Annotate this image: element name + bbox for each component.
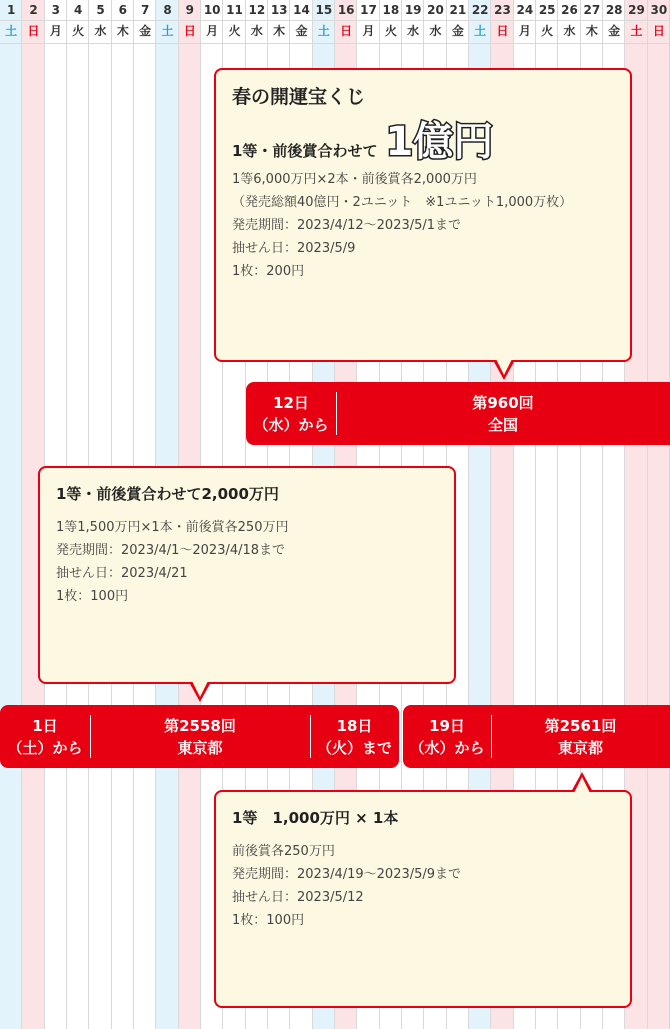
weekday-label: 日	[183, 24, 196, 38]
weekday-label: 月	[206, 24, 219, 38]
weekday-label: 月	[49, 24, 62, 38]
day-number: 25	[538, 3, 556, 17]
tokyo-2561-detail-line: 抽せん日：2023/5/12	[232, 890, 364, 905]
calendar-day-header	[625, 0, 647, 42]
day-number: 28	[605, 3, 623, 17]
day-number: 1	[6, 3, 16, 17]
tokyo-2561-start-weekday: （水）から	[409, 738, 485, 757]
weekday-label: 水	[407, 24, 420, 38]
weekday-label: 水	[250, 24, 263, 38]
weekday-label: 日	[27, 24, 40, 38]
spring-start-weekday: （水）から	[253, 415, 329, 434]
calendar-day-header	[45, 0, 67, 42]
day-number: 8	[163, 3, 172, 17]
weekday-label: 金	[451, 24, 464, 38]
weekday-label: 木	[116, 24, 129, 38]
day-number: 29	[628, 3, 645, 17]
spring-headline-prefix: 1等・前後賞合わせて	[232, 142, 378, 160]
weekday-label: 土	[5, 24, 18, 38]
calendar-day-header	[514, 0, 536, 42]
weekday-label: 火	[541, 24, 554, 38]
day-number: 9	[185, 3, 194, 17]
day-number: 30	[650, 3, 668, 17]
day-number: 3	[51, 3, 60, 17]
tokyo-2558-bar-round	[90, 705, 310, 768]
weekday-label: 金	[608, 24, 621, 38]
day-number: 18	[382, 3, 400, 17]
calendar-column	[648, 0, 670, 1029]
tokyo-2561-detail-line: 前後賞各250万円	[232, 844, 335, 859]
calendar-day-header	[89, 0, 111, 42]
day-number: 21	[449, 3, 467, 17]
day-number: 11	[226, 3, 243, 17]
calendar-day-header	[0, 0, 22, 42]
tokyo-2558-round-number: 第2558回	[164, 716, 236, 735]
tokyo-2558-start-weekday: （土）から	[7, 738, 83, 757]
spring-detail-line: 1枚：200円	[232, 264, 305, 279]
calendar-day-header	[268, 0, 290, 42]
weekday-label: 水	[94, 24, 107, 38]
day-number: 24	[516, 3, 534, 17]
header-divider	[0, 43, 670, 44]
weekday-label: 水	[429, 24, 442, 38]
spring-detail-line: 1等6,000万円×2本・前後賞各2,000万円	[232, 172, 477, 187]
calendar-day-header	[357, 0, 379, 42]
calendar-day-header	[491, 0, 513, 42]
day-number: 2	[29, 3, 38, 17]
tokyo-2558-info	[38, 466, 456, 684]
weekday-label: 土	[630, 24, 643, 38]
weekday-label: 木	[585, 24, 598, 38]
tokyo-2561-bar[interactable]	[403, 705, 670, 768]
tokyo-2558-end-weekday: （火）まで	[316, 738, 392, 757]
weekday-label: 土	[474, 24, 487, 38]
spring-lottery-title: 春の開運宝くじ	[232, 86, 366, 108]
day-number: 20	[427, 3, 444, 17]
calendar-day-header	[134, 0, 156, 42]
weekday-label: 火	[384, 24, 397, 38]
tokyo-2561-bubble-tail-inner	[574, 777, 590, 793]
calendar-day-header	[290, 0, 312, 42]
spring-lottery-info	[214, 68, 632, 362]
calendar-day-header	[447, 0, 469, 42]
weekday-label: 火	[228, 24, 241, 38]
calendar-day-header	[536, 0, 558, 42]
calendar-day-header	[156, 0, 178, 42]
spring-bar-round	[336, 382, 670, 445]
header-divider	[0, 20, 670, 21]
spring-area: 全国	[487, 415, 518, 434]
tokyo-2561-bar-start	[403, 705, 491, 768]
day-number: 13	[270, 3, 288, 17]
tokyo-2558-detail-line: 抽せん日：2023/4/21	[56, 566, 188, 581]
weekday-label: 日	[340, 24, 353, 38]
calendar-day-header	[648, 0, 670, 42]
weekday-label: 日	[496, 24, 509, 38]
day-number: 4	[73, 3, 83, 17]
tokyo-2561-detail-line: 1枚：100円	[232, 913, 305, 928]
day-number: 5	[96, 3, 105, 17]
day-number: 19	[404, 3, 422, 17]
calendar-column	[0, 0, 22, 1029]
day-number: 27	[583, 3, 601, 17]
tokyo-2558-bar-start	[0, 705, 90, 768]
weekday-label: 木	[273, 24, 286, 38]
tokyo-2558-area: 東京都	[177, 738, 223, 757]
tokyo-2561-info	[214, 790, 632, 1008]
spring-detail-line: 抽せん日：2023/5/9	[232, 241, 356, 256]
tokyo-2561-start-day: 19日	[429, 716, 465, 735]
day-number: 23	[494, 3, 511, 17]
weekday-label: 水	[563, 24, 576, 38]
tokyo-2561-bar-round	[491, 705, 670, 768]
calendar-day-header	[246, 0, 268, 42]
day-number: 22	[471, 3, 489, 17]
weekday-label: 金	[139, 24, 152, 38]
spring-start-day: 12日	[273, 393, 309, 412]
weekday-label: 金	[295, 24, 308, 38]
tokyo-2558-bar[interactable]	[0, 705, 399, 768]
day-number: 6	[118, 3, 127, 17]
spring-lottery-bar[interactable]	[246, 382, 670, 445]
tokyo-2561-round-number: 第2561回	[544, 716, 617, 735]
tokyo-2558-start-day: 1日	[32, 716, 58, 735]
calendar-day-header	[469, 0, 491, 42]
tokyo-2558-bubble-tail-inner	[192, 681, 208, 697]
tokyo-2561-headline: 1等 1,000万円 × 1本	[232, 809, 399, 827]
tokyo-2558-detail-line: 発売期間：2023/4/1〜2023/4/18まで	[56, 543, 286, 558]
spring-round-number: 第960回	[472, 393, 534, 412]
calendar-day-header	[179, 0, 201, 42]
tokyo-2558-headline: 1等・前後賞合わせて2,000万円	[56, 485, 279, 503]
calendar-day-header	[22, 0, 44, 42]
spring-bubble-tail-inner	[496, 359, 512, 375]
calendar-day-header	[402, 0, 424, 42]
tokyo-2561-detail-line: 発売期間：2023/4/19〜2023/5/9まで	[232, 867, 462, 882]
day-number: 12	[248, 3, 266, 17]
weekday-label: 土	[317, 24, 330, 38]
spring-detail-line: 発売期間：2023/4/12〜2023/5/1まで	[232, 218, 462, 233]
calendar-day-header	[581, 0, 603, 42]
weekday-label: 月	[518, 24, 531, 38]
spring-bar-start	[246, 382, 336, 445]
weekday-label: 土	[161, 24, 174, 38]
calendar-day-header	[223, 0, 245, 42]
calendar-day-header	[112, 0, 134, 42]
day-number: 7	[140, 3, 150, 17]
tokyo-2558-detail-line: 1枚：100円	[56, 589, 129, 604]
spring-detail-line: （発売総額40億円・2ユニット ※1ユニット1,000万枚）	[232, 195, 573, 210]
day-number: 14	[293, 3, 310, 17]
calendar-day-header	[335, 0, 357, 42]
calendar-day-header	[424, 0, 446, 42]
tokyo-2558-detail-line: 1等1,500万円×1本・前後賞各250万円	[56, 520, 289, 535]
calendar-day-header	[558, 0, 580, 42]
weekday-label: 月	[362, 24, 375, 38]
calendar-day-header	[313, 0, 335, 42]
weekday-label: 火	[72, 24, 85, 38]
day-number: 16	[337, 3, 355, 17]
tokyo-2561-area: 東京都	[557, 738, 603, 757]
calendar-day-header	[67, 0, 89, 42]
day-number: 17	[360, 3, 377, 17]
weekday-label: 日	[652, 24, 665, 38]
calendar-day-header	[380, 0, 402, 42]
day-number: 26	[561, 3, 578, 17]
calendar-day-header	[201, 0, 223, 42]
day-number: 10	[203, 3, 221, 17]
day-number: 15	[315, 3, 333, 17]
tokyo-2558-end-day: 18日	[336, 716, 373, 735]
spring-headline-amount: 1億円	[385, 119, 494, 165]
tokyo-2558-bar-end	[310, 705, 399, 768]
calendar-day-header	[603, 0, 625, 42]
